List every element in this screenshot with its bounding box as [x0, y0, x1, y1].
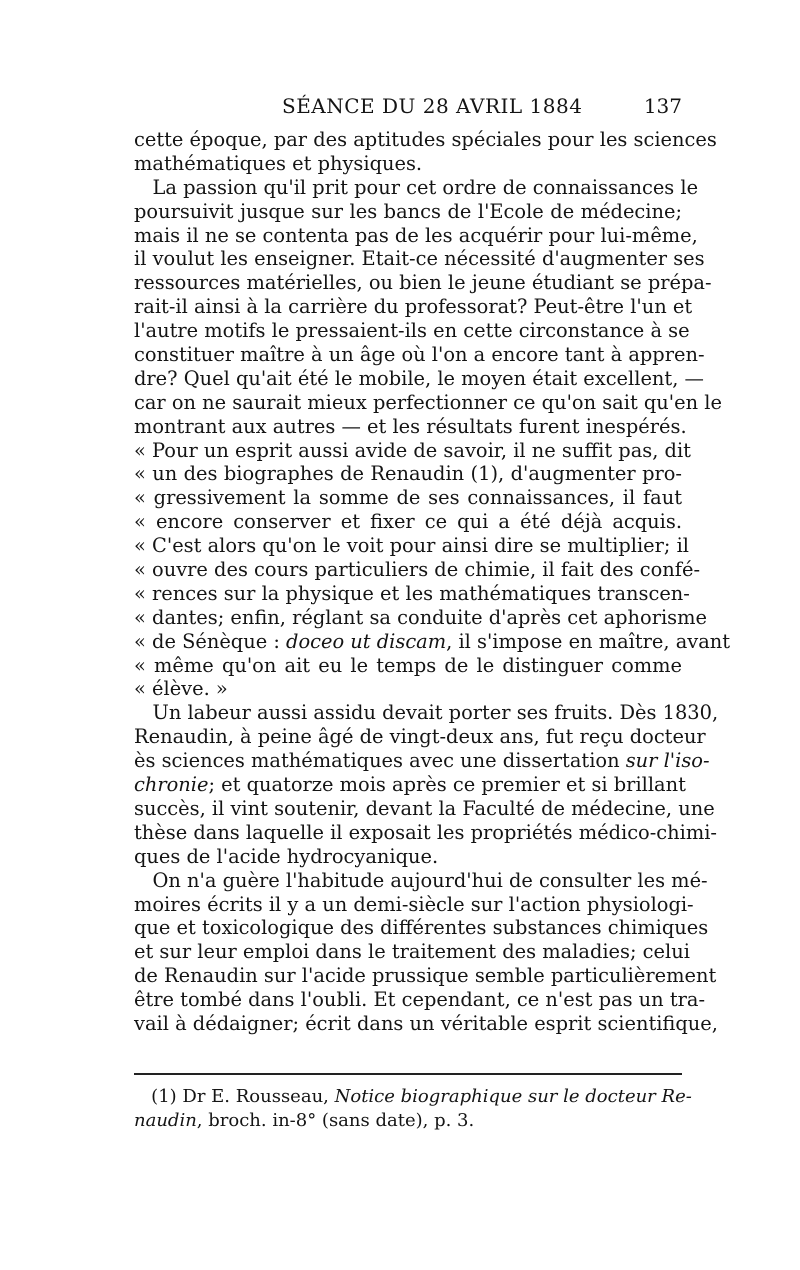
text-line: il voulut les enseigner. Etait-ce nécessité d'augmenter ses — [134, 247, 705, 271]
text-line: Un labeur aussi assidu devait porter ses fruits. Dès 1830, — [134, 701, 719, 725]
text-line: « élève. » — [134, 677, 228, 701]
text-line: « un des biographes de Renaudin (1), d'augmenter pro- — [134, 462, 682, 486]
text-line: succès, il vint soutenir, devant la Faculté de médecine, une — [134, 796, 715, 820]
footnote-title: naudin — [134, 1109, 197, 1131]
body-text — [134, 128, 731, 1036]
text-segment: , il s'impose en maître, avant — [446, 629, 731, 653]
latin-quote: doceo ut discam — [286, 629, 447, 653]
text-segment: « de Sénèque : — [134, 629, 287, 653]
text-line: moires écrits il y a un demi-siècle sur l'action physiologi- — [134, 892, 694, 916]
footnote-text: (1) Dr E. Rousseau, — [134, 1086, 335, 1107]
footnote-line — [134, 1109, 682, 1133]
text-segment: ès sciences mathématiques avec une dissertation — [134, 749, 626, 773]
footnote-line — [134, 1085, 692, 1109]
text-line: mathématiques et physiques. — [134, 151, 423, 175]
footnote-text: , broch. in-8° (sans date), p. 3. — [196, 1109, 475, 1131]
text-line: vail à dédaigner; écrit dans un véritable esprit scientifique, — [134, 1011, 718, 1035]
text-line: et sur leur emploi dans le traitement des maladies; celui — [134, 940, 690, 964]
text-line: montrant aux autres — et les résultats furent inespérés. — [134, 414, 687, 438]
running-head: SÉANCE DU 28 AVRIL 1884 — [282, 94, 583, 118]
text-line: « encore conserver et fixer ce qui a été déjà acquis. — [134, 510, 682, 534]
text-line: ques de l'acide hydrocyanique. — [134, 844, 439, 868]
text-line: poursuivit jusque sur les bancs de l'Ecole de médecine; — [134, 199, 682, 223]
text-line-seneque — [134, 629, 731, 654]
text-line: dre? Quel qu'ait été le mobile, le moyen était excellent, — — [134, 366, 704, 390]
text-line: « Pour un esprit aussi avide de savoir, il ne suffit pas, dit — [134, 438, 691, 462]
text-line: thèse dans laquelle il exposait les propriétés médico-chimi- — [134, 820, 717, 844]
text-line: « gressivement la somme de ses connaissances, il faut — [134, 486, 682, 510]
text-line: ressources matérielles, ou bien le jeune étudiant se prépa- — [134, 271, 712, 295]
dissertation-title: chronie — [134, 773, 209, 797]
text-line: mais il ne se contenta pas de les acquérir pour lui-même, — [134, 223, 698, 247]
page-number: 137 — [643, 94, 682, 118]
text-line: On n'a guère l'habitude aujourd'hui de consulter les mé- — [134, 868, 708, 892]
page-header — [134, 94, 682, 122]
text-line: car on ne saurait mieux perfectionner ce qu'on sait qu'en le — [134, 390, 722, 414]
text-line: constituer maître à un âge où l'on a encore tant à appren- — [134, 343, 705, 367]
footnote-title: Notice biographique sur le docteur Re- — [334, 1086, 692, 1107]
text-line: de Renaudin sur l'acide prussique semble particulièrement — [134, 964, 717, 988]
text-line: Renaudin, à peine âgé de vingt-deux ans, fut reçu docteur — [134, 725, 706, 749]
text-line: l'autre motifs le pressaient-ils en cette circonstance à se — [134, 319, 690, 343]
text-line: que et toxicologique des différentes substances chimiques — [134, 916, 709, 940]
text-line: cette époque, par des aptitudes spéciales pour les sciences — [134, 128, 717, 151]
text-line-dissertation-cont — [134, 773, 686, 797]
text-line: « même qu'on ait eu le temps de le distinguer comme — [134, 653, 682, 677]
footnote-rule — [134, 1073, 682, 1075]
text-line: rait-il ainsi à la carrière du professorat? Peut-être l'un et — [134, 295, 693, 319]
text-line: « rences sur la physique et les mathématiques transcen- — [134, 581, 690, 605]
text-line: La passion qu'il prit pour cet ordre de connaissances le — [134, 175, 699, 199]
text-line: « ouvre des cours particuliers de chimie, il fait des confé- — [134, 558, 700, 582]
footnote — [134, 1085, 692, 1133]
text-line-dissertation — [134, 749, 710, 773]
text-line: « dantes; enfin, réglant sa conduite d'après cet aphorisme — [134, 605, 707, 629]
dissertation-title: sur l'iso- — [625, 749, 710, 773]
text-line: « C'est alors qu'on le voit pour ainsi dire se multiplier; il — [134, 534, 690, 558]
text-line: être tombé dans l'oubli. Et cependant, ce n'est pas un tra- — [134, 988, 706, 1012]
text-segment: ; et quatorze mois après ce premier et si brillant — [208, 773, 686, 797]
